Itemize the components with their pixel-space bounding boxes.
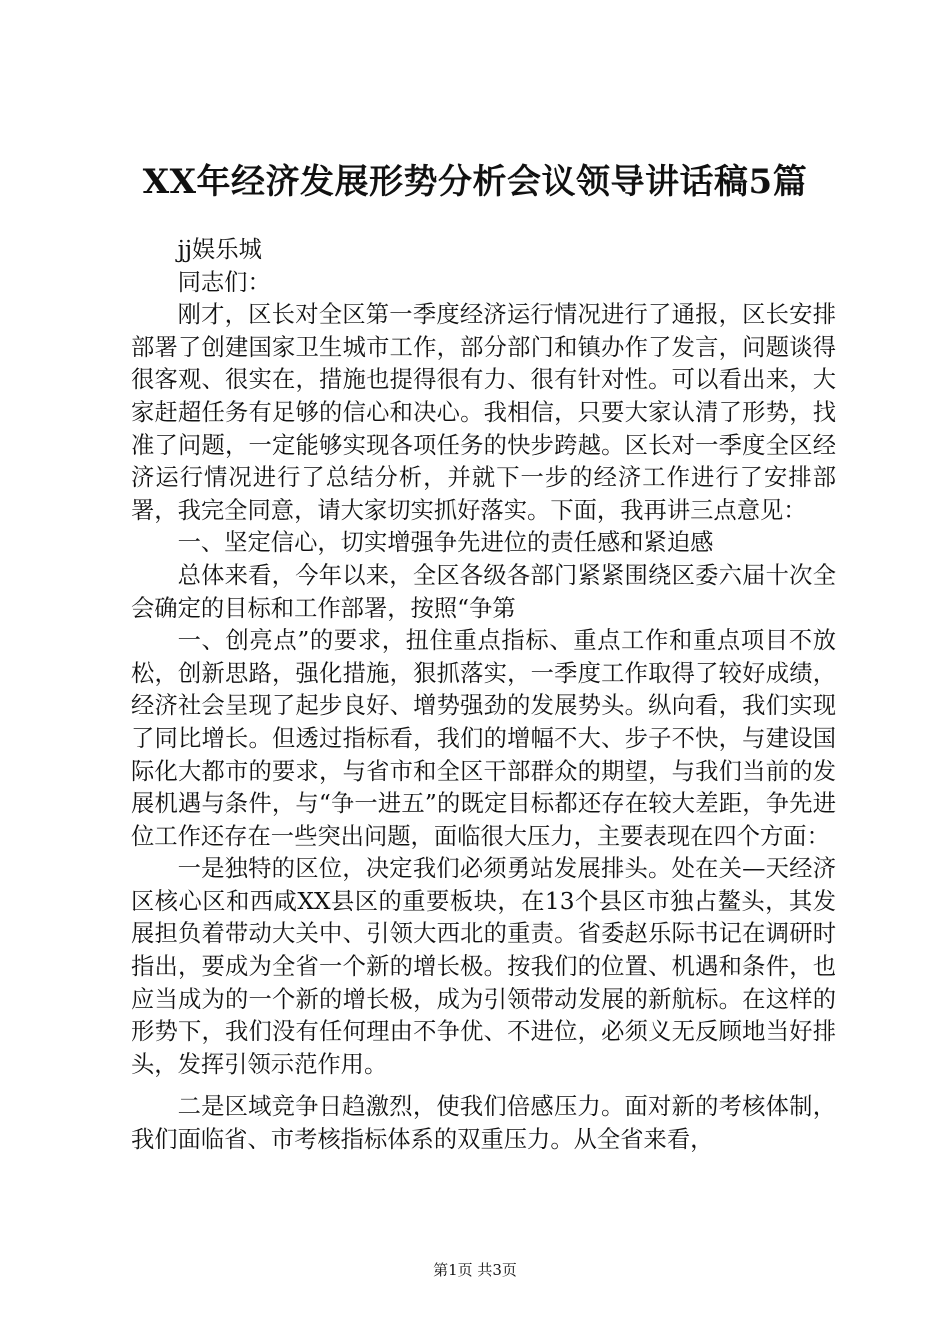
paragraph: 二是区域竞争日趋激烈，使我们倍感压力。面对新的考核体制，我们面临省、市考核指标体系的双重压力。从全省来看， bbox=[131, 1093, 836, 1154]
paragraph: 刚才，区长对全区第一季度经济运行情况进行了通报，区长安排部署了创建国家卫生城市工作，部分部门和镇办作了发言，问题谈得很客观、很实在，措施也提得很有力、很有针对性。可以看出来，大家赶超任务有足够的信心和决心。我相信，只要大家认清了形势，找准了问题，一定能够实现各项任务的快步跨越。区长对一季度全区经济运行情况进行了总结分析，并就下一步的经济工作进行了安排部署，我完全同意，请大家切实抓好落实。下面，我再讲三点意见： bbox=[131, 301, 836, 524]
paragraph: 总体来看，今年以来，全区各级各部门紧紧围绕区委六届十次全会确定的目标和工作部署，按照“争第 bbox=[131, 561, 836, 622]
paragraph: jj娱乐城 bbox=[177, 236, 262, 263]
paragraph: 一是独特的区位，决定我们必须勇站发展排头。处在关—天经济区核心区和西咸XX县区的重要板块，在13个县区市独占鳌头，其发展担负着带动大关中、引领大西北的重责。省委赵乐际书记在调研时指出，要成为全省一个新的增长极。按我们的位置、机遇和条件，也应当成为的一个新的增长极，成为引领带动发展的新航标。在这样的形势下，我们没有任何理由不争优、不进位，必须义无反顾地当好排头，发挥引领示范作用。 bbox=[131, 855, 836, 1078]
paragraph: 一、创亮点”的要求，扭住重点指标、重点工作和重点项目不放松，创新思路，强化措施，狠抓落实，一季度工作取得了较好成绩，经济社会呈现了起步良好、增势强劲的发展势头。纵向看，我们实现了同比增长。但透过指标看，我们的增幅不大、步子不快，与建设国际化大都市的要求，与省市和全区干部群众的期望，与我们当前的发展机遇与条件，与“争一进五”的既定目标都还存在较大差距，争先进位工作还存在一些突出问题，面临很大压力，主要表现在四个方面： bbox=[131, 627, 836, 850]
paragraph: 同志们： bbox=[177, 268, 271, 296]
page-number-footer: 第1页 共3页 bbox=[433, 1261, 517, 1279]
section-heading: 一、坚定信心，切实增强争先进位的责任感和紧迫感 bbox=[177, 529, 714, 557]
document-title: XX年经济发展形势分析会议领导讲话稿5篇 bbox=[142, 162, 808, 202]
document-body bbox=[131, 234, 836, 1157]
